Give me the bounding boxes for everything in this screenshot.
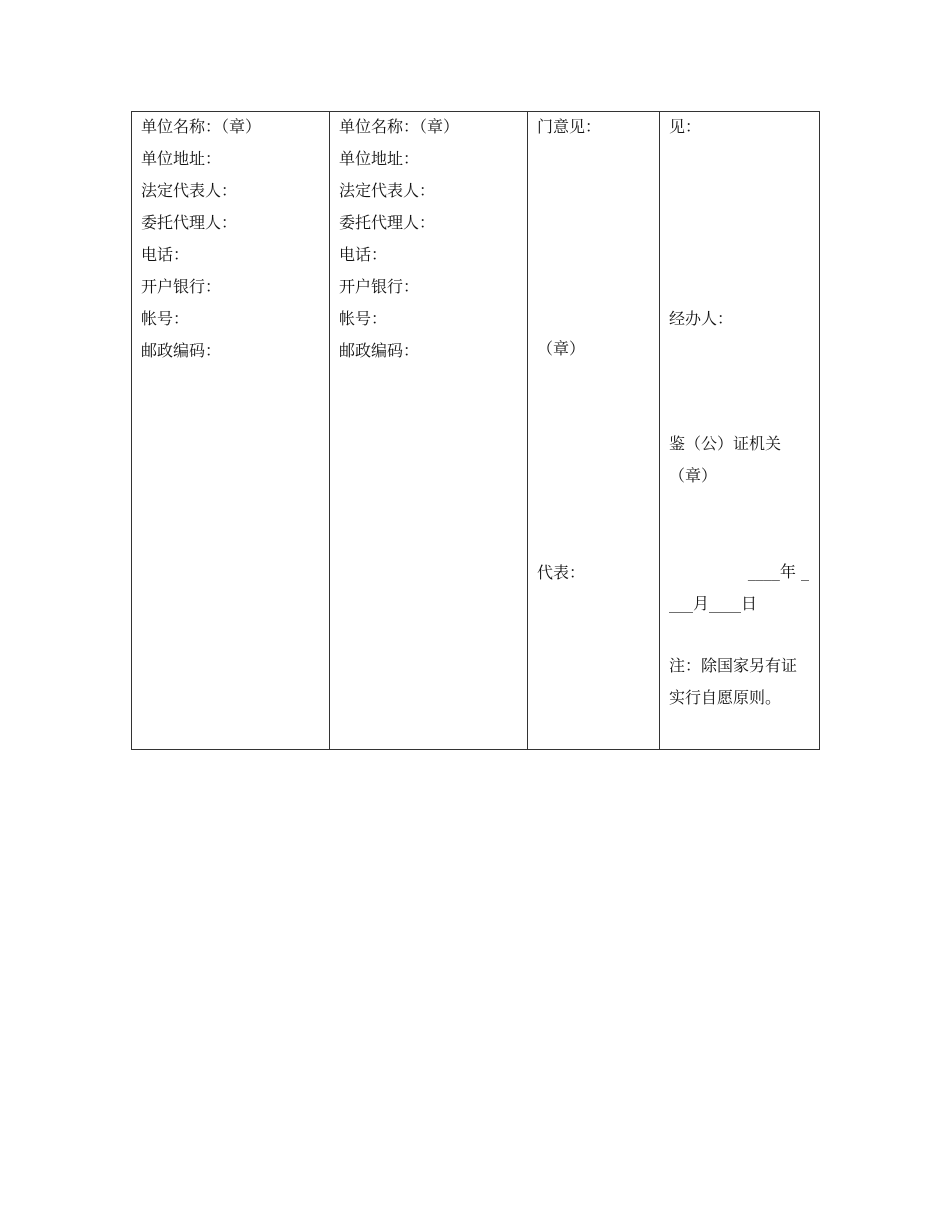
dept-representative: 代表： <box>537 563 586 582</box>
party-b-name: 单位名称：（章） <box>339 117 460 136</box>
dept-opinion-label: 门意见： <box>537 117 602 136</box>
party-b-address: 单位地址： <box>339 149 420 168</box>
contract-signature-table <box>131 111 820 750</box>
party-b-agent: 委托代理人： <box>339 213 436 232</box>
notary-opinion-label: 见： <box>669 117 702 136</box>
party-b-legal-rep: 法定代表人： <box>339 181 436 200</box>
notary-date-year: ____年 _ <box>747 562 809 581</box>
party-b-bank: 开户银行： <box>339 277 420 296</box>
party-a-cell <box>132 112 330 750</box>
dept-opinion-cell <box>528 112 660 750</box>
notary-handler: 经办人： <box>669 309 734 328</box>
party-a-account: 帐号： <box>141 309 190 328</box>
notary-note: 注：除国家另有证实行自愿原则。 <box>669 656 798 707</box>
notary-office-seal: 鉴（公）证机关（章） <box>669 434 782 485</box>
party-a-name: 单位名称：（章） <box>141 117 262 136</box>
notary-cell <box>660 112 820 750</box>
dept-seal: （章） <box>537 339 586 358</box>
notary-date-month-day: ___月____日 <box>669 594 758 613</box>
party-a-agent: 委托代理人： <box>141 213 238 232</box>
party-a-address: 单位地址： <box>141 149 222 168</box>
party-b-cell <box>330 112 528 750</box>
party-a-phone: 电话： <box>141 245 190 264</box>
party-b-phone: 电话： <box>339 245 388 264</box>
party-b-account: 帐号： <box>339 309 388 328</box>
party-a-legal-rep: 法定代表人： <box>141 181 238 200</box>
party-b-postcode: 邮政编码： <box>339 341 420 360</box>
party-a-bank: 开户银行： <box>141 277 222 296</box>
party-a-postcode: 邮政编码： <box>141 341 222 360</box>
